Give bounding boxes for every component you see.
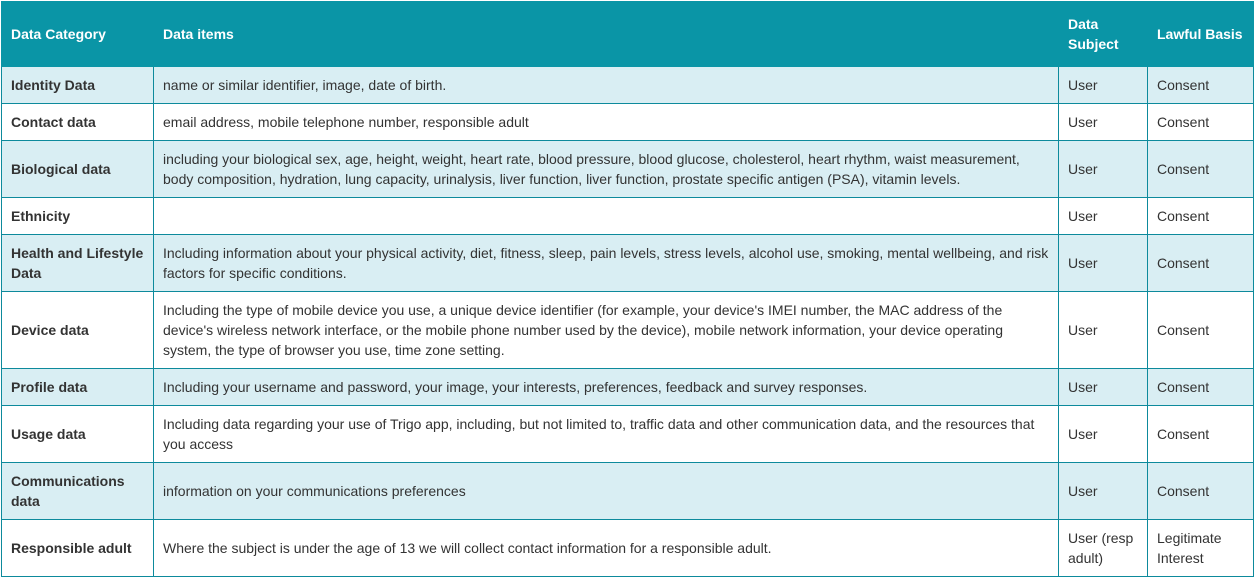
basis-cell: Consent: [1148, 369, 1254, 406]
table-row: [2, 292, 1254, 369]
header-data-category: Data Category: [2, 2, 154, 67]
items-cell: [154, 198, 1059, 235]
basis-cell: Consent: [1148, 235, 1254, 292]
category-cell: Health and Lifestyle Data: [2, 235, 154, 292]
items-cell: Including data regarding your use of Trigo app, including, but not limited to, traffic data and other communication data, and the resources that you access: [154, 406, 1059, 463]
table-row: [2, 141, 1254, 198]
category-cell: Communications data: [2, 463, 154, 520]
items-cell: Where the subject is under the age of 13 we will collect contact information for a responsible adult.: [154, 520, 1059, 577]
items-cell: email address, mobile telephone number, responsible adult: [154, 104, 1059, 141]
table-header-row: [2, 2, 1254, 67]
subject-cell: User: [1059, 292, 1148, 369]
subject-cell: User: [1059, 463, 1148, 520]
category-cell: Device data: [2, 292, 154, 369]
table-row: [2, 369, 1254, 406]
items-cell: Including your username and password, your image, your interests, preferences, feedback and survey responses.: [154, 369, 1059, 406]
table-row: [2, 520, 1254, 577]
subject-cell: User: [1059, 104, 1148, 141]
items-cell: information on your communications preferences: [154, 463, 1059, 520]
basis-cell: Consent: [1148, 463, 1254, 520]
header-data-items: Data items: [154, 2, 1059, 67]
header-data-subject: Data Subject: [1059, 2, 1148, 67]
category-cell: Profile data: [2, 369, 154, 406]
data-categories-table: [1, 1, 1254, 577]
items-cell: Including the type of mobile device you use, a unique device identifier (for example, your device's IMEI number, the MAC address of the device's wireless network interface, or the mobile phone number used by the device), mobile network information, your device operating system, the type of browser you use, time zone setting.: [154, 292, 1059, 369]
basis-cell: Legitimate Interest: [1148, 520, 1254, 577]
table-row: [2, 463, 1254, 520]
category-cell: Usage data: [2, 406, 154, 463]
basis-cell: Consent: [1148, 292, 1254, 369]
items-cell: Including information about your physical activity, diet, fitness, sleep, pain levels, stress levels, alcohol use, smoking, mental wellbeing, and risk factors for specific conditions.: [154, 235, 1059, 292]
category-cell: Biological data: [2, 141, 154, 198]
basis-cell: Consent: [1148, 67, 1254, 104]
table-row: [2, 198, 1254, 235]
basis-cell: Consent: [1148, 406, 1254, 463]
basis-cell: Consent: [1148, 104, 1254, 141]
subject-cell: User: [1059, 406, 1148, 463]
subject-cell: User (resp adult): [1059, 520, 1148, 577]
table-row: [2, 235, 1254, 292]
subject-cell: User: [1059, 235, 1148, 292]
items-cell: name or similar identifier, image, date of birth.: [154, 67, 1059, 104]
category-cell: Ethnicity: [2, 198, 154, 235]
table-row: [2, 406, 1254, 463]
subject-cell: User: [1059, 67, 1148, 104]
subject-cell: User: [1059, 141, 1148, 198]
basis-cell: Consent: [1148, 198, 1254, 235]
table-row: [2, 67, 1254, 104]
subject-cell: User: [1059, 369, 1148, 406]
subject-cell: User: [1059, 198, 1148, 235]
header-lawful-basis: Lawful Basis: [1148, 2, 1254, 67]
category-cell: Identity Data: [2, 67, 154, 104]
table-row: [2, 104, 1254, 141]
basis-cell: Consent: [1148, 141, 1254, 198]
items-cell: including your biological sex, age, height, weight, heart rate, blood pressure, blood glucose, cholesterol, heart rhythm, waist measurement, body composition, hydration, lung capacity, urinalysis, liver function, liver function, prostate specific antigen (PSA), vitamin levels.: [154, 141, 1059, 198]
category-cell: Contact data: [2, 104, 154, 141]
category-cell: Responsible adult: [2, 520, 154, 577]
